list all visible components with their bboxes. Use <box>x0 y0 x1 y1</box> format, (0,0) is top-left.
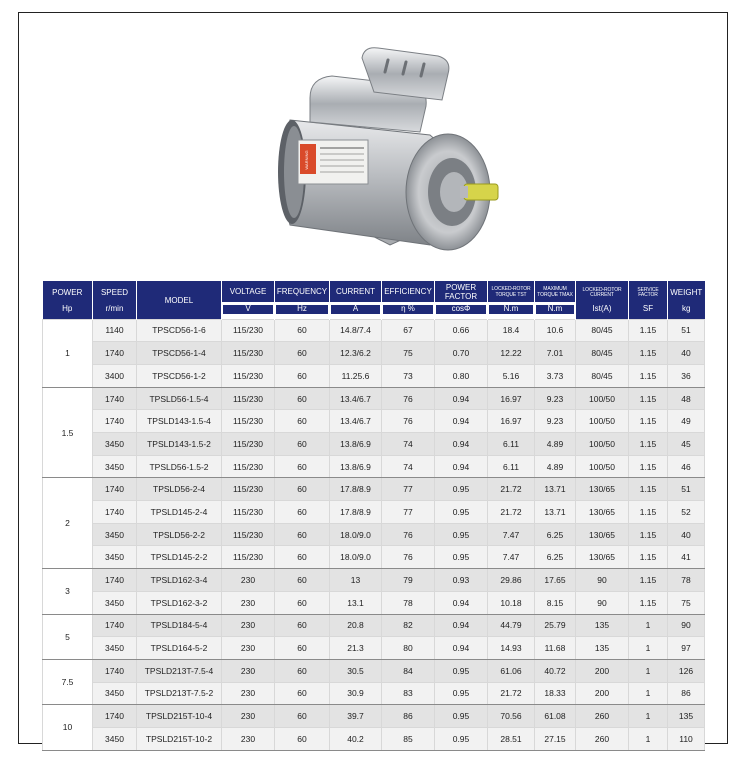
cell-service-factor: 1.15 <box>629 501 668 524</box>
cell-voltage: 230 <box>222 614 275 637</box>
header-locked-rotor-current: LOCKED-ROTOR CURRENT <box>576 281 629 302</box>
cell-efficiency: 86 <box>382 705 435 728</box>
cell-current: 18.0/9.0 <box>330 523 382 546</box>
unit-maximum-torque <box>535 302 576 319</box>
cell-voltage: 115/230 <box>222 342 275 365</box>
cell-service-factor: 1 <box>629 682 668 705</box>
unit-locked-rotor-torque <box>488 302 535 319</box>
table-row <box>43 319 705 342</box>
cell-locked-rotor-current: 200 <box>576 682 629 705</box>
cell-speed: 3450 <box>93 727 137 750</box>
cell-speed: 1740 <box>93 614 137 637</box>
cell-speed: 3450 <box>93 591 137 614</box>
unit-locked-rotor-current: Ist(A) <box>576 302 629 319</box>
cell-efficiency: 79 <box>382 569 435 592</box>
unit-current <box>330 302 382 319</box>
cell-locked-rotor-torque: 70.56 <box>488 705 535 728</box>
cell-weight: 41 <box>668 546 705 569</box>
cell-speed: 1740 <box>93 569 137 592</box>
cell-locked-rotor-current: 200 <box>576 659 629 682</box>
cell-model: TPSLD215T-10-4 <box>137 705 222 728</box>
cell-current: 39.7 <box>330 705 382 728</box>
cell-locked-rotor-torque: 6.11 <box>488 455 535 478</box>
cell-locked-rotor-current: 130/65 <box>576 546 629 569</box>
motor-spec-table <box>42 281 705 751</box>
cell-efficiency: 76 <box>382 410 435 433</box>
unit-efficiency <box>382 302 435 319</box>
cell-efficiency: 74 <box>382 455 435 478</box>
table-row <box>43 659 705 682</box>
table-row <box>43 387 705 410</box>
cell-efficiency: 76 <box>382 387 435 410</box>
cell-locked-rotor-torque: 12.22 <box>488 342 535 365</box>
header-locked-rotor-torque: LOCKED-ROTOR TORQUE TST <box>488 281 535 302</box>
cell-current: 30.5 <box>330 659 382 682</box>
cell-speed: 1740 <box>93 478 137 501</box>
cell-service-factor: 1.15 <box>629 342 668 365</box>
cell-frequency: 60 <box>275 523 330 546</box>
cell-model: TPSLD143-1.5-2 <box>137 433 222 456</box>
cell-speed: 1740 <box>93 387 137 410</box>
unit-efficiency-text: η % <box>383 305 433 314</box>
cell-locked-rotor-torque: 21.72 <box>488 501 535 524</box>
cell-efficiency: 75 <box>382 342 435 365</box>
cell-frequency: 60 <box>275 591 330 614</box>
cell-maximum-torque: 4.89 <box>535 455 576 478</box>
cell-locked-rotor-torque: 21.72 <box>488 682 535 705</box>
cell-voltage: 115/230 <box>222 387 275 410</box>
cell-model: TPSLD145-2-2 <box>137 546 222 569</box>
table-row <box>43 478 705 501</box>
cell-current: 13.4/6.7 <box>330 387 382 410</box>
cell-speed: 1740 <box>93 705 137 728</box>
cell-power-factor: 0.80 <box>435 364 488 387</box>
cell-maximum-torque: 8.15 <box>535 591 576 614</box>
header-power: POWER <box>43 281 93 302</box>
cell-power-factor: 0.95 <box>435 727 488 750</box>
cell-model: TPSLD184-5-4 <box>137 614 222 637</box>
cell-power-factor: 0.70 <box>435 342 488 365</box>
cell-efficiency: 85 <box>382 727 435 750</box>
cell-frequency: 60 <box>275 727 330 750</box>
cell-weight: 36 <box>668 364 705 387</box>
cell-weight: 46 <box>668 455 705 478</box>
cell-current: 13 <box>330 569 382 592</box>
cell-locked-rotor-current: 80/45 <box>576 342 629 365</box>
cell-locked-rotor-torque: 14.93 <box>488 637 535 660</box>
header-current: CURRENT <box>330 281 382 302</box>
cell-weight: 126 <box>668 659 705 682</box>
cell-power: 5 <box>43 614 93 659</box>
cell-frequency: 60 <box>275 455 330 478</box>
cell-power-factor: 0.94 <box>435 637 488 660</box>
cell-model: TPSLD164-5-2 <box>137 637 222 660</box>
cell-locked-rotor-current: 100/50 <box>576 455 629 478</box>
header-voltage: VOLTAGE <box>222 281 275 302</box>
cell-service-factor: 1 <box>629 614 668 637</box>
cell-current: 40.2 <box>330 727 382 750</box>
unit-frequency-text: Hz <box>276 305 328 314</box>
cell-locked-rotor-current: 135 <box>576 637 629 660</box>
cell-model: TPSLD145-2-4 <box>137 501 222 524</box>
cell-efficiency: 77 <box>382 478 435 501</box>
cell-locked-rotor-current: 80/45 <box>576 319 629 342</box>
cell-model: TPSLD143-1.5-4 <box>137 410 222 433</box>
cell-efficiency: 82 <box>382 614 435 637</box>
cell-service-factor: 1.15 <box>629 478 668 501</box>
unit-voltage <box>222 302 275 319</box>
cell-locked-rotor-torque: 44.79 <box>488 614 535 637</box>
cell-service-factor: 1.15 <box>629 546 668 569</box>
cell-current: 13.8/6.9 <box>330 455 382 478</box>
cell-speed: 3450 <box>93 433 137 456</box>
cell-current: 20.8 <box>330 614 382 637</box>
table-row <box>43 342 705 365</box>
cell-current: 13.8/6.9 <box>330 433 382 456</box>
cell-voltage: 115/230 <box>222 455 275 478</box>
cell-current: 14.8/7.4 <box>330 319 382 342</box>
cell-model: TPSCD56-1-2 <box>137 364 222 387</box>
cell-current: 17.8/8.9 <box>330 501 382 524</box>
cell-speed: 1740 <box>93 501 137 524</box>
cell-efficiency: 73 <box>382 364 435 387</box>
cell-speed: 3450 <box>93 523 137 546</box>
cell-power: 3 <box>43 569 93 614</box>
cell-model: TPSCD56-1-4 <box>137 342 222 365</box>
cell-speed: 1140 <box>93 319 137 342</box>
unit-frequency <box>275 302 330 319</box>
cell-weight: 86 <box>668 682 705 705</box>
header-power-factor: POWER FACTOR <box>435 281 488 302</box>
cell-weight: 135 <box>668 705 705 728</box>
cell-frequency: 60 <box>275 682 330 705</box>
table-row <box>43 455 705 478</box>
cell-power-factor: 0.95 <box>435 478 488 501</box>
cell-frequency: 60 <box>275 705 330 728</box>
cell-power-factor: 0.95 <box>435 546 488 569</box>
cell-current: 30.9 <box>330 682 382 705</box>
cell-locked-rotor-torque: 10.18 <box>488 591 535 614</box>
cell-efficiency: 84 <box>382 659 435 682</box>
header-speed: SPEED <box>93 281 137 302</box>
cell-locked-rotor-torque: 61.06 <box>488 659 535 682</box>
unit-power-factor-text: cosΦ <box>436 305 486 314</box>
cell-service-factor: 1.15 <box>629 569 668 592</box>
cell-voltage: 115/230 <box>222 501 275 524</box>
cell-efficiency: 80 <box>382 637 435 660</box>
cell-locked-rotor-current: 80/45 <box>576 364 629 387</box>
cell-frequency: 60 <box>275 319 330 342</box>
cell-locked-rotor-current: 100/50 <box>576 387 629 410</box>
cell-weight: 51 <box>668 319 705 342</box>
cell-service-factor: 1.15 <box>629 455 668 478</box>
cell-locked-rotor-current: 130/65 <box>576 501 629 524</box>
cell-power-factor: 0.94 <box>435 433 488 456</box>
cell-current: 17.8/8.9 <box>330 478 382 501</box>
cell-frequency: 60 <box>275 614 330 637</box>
cell-efficiency: 78 <box>382 591 435 614</box>
cell-maximum-torque: 13.71 <box>535 501 576 524</box>
cell-frequency: 60 <box>275 546 330 569</box>
cell-locked-rotor-torque: 28.51 <box>488 727 535 750</box>
cell-current: 18.0/9.0 <box>330 546 382 569</box>
cell-voltage: 230 <box>222 705 275 728</box>
cell-maximum-torque: 9.23 <box>535 410 576 433</box>
cell-model: TPSLD215T-10-2 <box>137 727 222 750</box>
cell-locked-rotor-current: 260 <box>576 727 629 750</box>
cell-service-factor: 1.15 <box>629 591 668 614</box>
cell-maximum-torque: 27.15 <box>535 727 576 750</box>
cell-maximum-torque: 61.08 <box>535 705 576 728</box>
cell-efficiency: 74 <box>382 433 435 456</box>
cell-power-factor: 0.95 <box>435 501 488 524</box>
cell-weight: 78 <box>668 569 705 592</box>
cell-model: TPSLD213T-7.5-2 <box>137 682 222 705</box>
table-row <box>43 410 705 433</box>
cell-frequency: 60 <box>275 433 330 456</box>
cell-voltage: 230 <box>222 659 275 682</box>
cell-model: TPSLD56-2-2 <box>137 523 222 546</box>
unit-voltage-text: V <box>223 305 273 314</box>
cell-frequency: 60 <box>275 364 330 387</box>
cell-current: 21.3 <box>330 637 382 660</box>
cell-power-factor: 0.95 <box>435 659 488 682</box>
table-row <box>43 569 705 592</box>
cell-model: TPSLD162-3-4 <box>137 569 222 592</box>
cell-weight: 75 <box>668 591 705 614</box>
cell-service-factor: 1.15 <box>629 364 668 387</box>
cell-power-factor: 0.94 <box>435 410 488 433</box>
unit-speed: r/min <box>93 302 137 319</box>
unit-current-text: A <box>331 305 380 314</box>
cell-power-factor: 0.66 <box>435 319 488 342</box>
cell-efficiency: 83 <box>382 682 435 705</box>
cell-frequency: 60 <box>275 387 330 410</box>
cell-locked-rotor-current: 90 <box>576 569 629 592</box>
cell-maximum-torque: 40.72 <box>535 659 576 682</box>
cell-speed: 3450 <box>93 455 137 478</box>
cell-voltage: 115/230 <box>222 433 275 456</box>
cell-voltage: 230 <box>222 591 275 614</box>
cell-service-factor: 1 <box>629 705 668 728</box>
table-row <box>43 591 705 614</box>
cell-weight: 97 <box>668 637 705 660</box>
table-row <box>43 682 705 705</box>
cell-speed: 1740 <box>93 342 137 365</box>
cell-voltage: 230 <box>222 682 275 705</box>
unit-power-factor <box>435 302 488 319</box>
table-row <box>43 614 705 637</box>
unit-maximum-torque-text: N.m <box>536 305 574 314</box>
cell-maximum-torque: 25.79 <box>535 614 576 637</box>
cell-maximum-torque: 6.25 <box>535 523 576 546</box>
cell-service-factor: 1.15 <box>629 319 668 342</box>
unit-weight: kg <box>668 302 705 319</box>
header-frequency: FREQUENCY <box>275 281 330 302</box>
cell-voltage: 115/230 <box>222 319 275 342</box>
cell-model: TPSLD56-1.5-2 <box>137 455 222 478</box>
cell-locked-rotor-current: 130/65 <box>576 478 629 501</box>
cell-current: 12.3/6.2 <box>330 342 382 365</box>
cell-frequency: 60 <box>275 478 330 501</box>
cell-weight: 52 <box>668 501 705 524</box>
cell-maximum-torque: 9.23 <box>535 387 576 410</box>
cell-frequency: 60 <box>275 569 330 592</box>
cell-locked-rotor-torque: 7.47 <box>488 523 535 546</box>
cell-efficiency: 77 <box>382 501 435 524</box>
cell-weight: 40 <box>668 342 705 365</box>
cell-voltage: 115/230 <box>222 364 275 387</box>
table-row <box>43 523 705 546</box>
cell-power-factor: 0.94 <box>435 455 488 478</box>
cell-model: TPSLD56-2-4 <box>137 478 222 501</box>
cell-power-factor: 0.95 <box>435 705 488 728</box>
cell-locked-rotor-torque: 16.97 <box>488 387 535 410</box>
cell-service-factor: 1.15 <box>629 523 668 546</box>
cell-model: TPSLD162-3-2 <box>137 591 222 614</box>
cell-maximum-torque: 18.33 <box>535 682 576 705</box>
table-row <box>43 637 705 660</box>
cell-maximum-torque: 13.71 <box>535 478 576 501</box>
cell-service-factor: 1 <box>629 727 668 750</box>
cell-model: TPSLD56-1.5-4 <box>137 387 222 410</box>
cell-maximum-torque: 10.6 <box>535 319 576 342</box>
header-service-factor: SERVICE FACTOR <box>629 281 668 302</box>
cell-power-factor: 0.94 <box>435 387 488 410</box>
cell-model: TPSCD56-1-6 <box>137 319 222 342</box>
cell-maximum-torque: 4.89 <box>535 433 576 456</box>
cell-power-factor: 0.95 <box>435 523 488 546</box>
cell-model: TPSLD213T-7.5-4 <box>137 659 222 682</box>
cell-power-factor: 0.93 <box>435 569 488 592</box>
cell-locked-rotor-torque: 29.86 <box>488 569 535 592</box>
cell-power-factor: 0.94 <box>435 614 488 637</box>
cell-frequency: 60 <box>275 501 330 524</box>
cell-locked-rotor-current: 260 <box>576 705 629 728</box>
cell-service-factor: 1.15 <box>629 433 668 456</box>
unit-locked-rotor-torque-text: N.m <box>489 305 533 314</box>
cell-locked-rotor-torque: 5.16 <box>488 364 535 387</box>
table-row <box>43 501 705 524</box>
table-row <box>43 727 705 750</box>
cell-weight: 40 <box>668 523 705 546</box>
cell-weight: 48 <box>668 387 705 410</box>
cell-voltage: 115/230 <box>222 523 275 546</box>
table-row <box>43 433 705 456</box>
cell-maximum-torque: 11.68 <box>535 637 576 660</box>
cell-voltage: 230 <box>222 727 275 750</box>
cell-service-factor: 1.15 <box>629 387 668 410</box>
cell-power-factor: 0.94 <box>435 591 488 614</box>
cell-voltage: 115/230 <box>222 478 275 501</box>
cell-speed: 3450 <box>93 637 137 660</box>
cell-speed: 1740 <box>93 410 137 433</box>
cell-weight: 51 <box>668 478 705 501</box>
cell-efficiency: 76 <box>382 546 435 569</box>
unit-power: Hp <box>43 302 93 319</box>
cell-power: 1.5 <box>43 387 93 478</box>
cell-frequency: 60 <box>275 342 330 365</box>
cell-maximum-torque: 7.01 <box>535 342 576 365</box>
cell-frequency: 60 <box>275 637 330 660</box>
cell-frequency: 60 <box>275 659 330 682</box>
cell-locked-rotor-torque: 16.97 <box>488 410 535 433</box>
cell-locked-rotor-torque: 21.72 <box>488 478 535 501</box>
cell-locked-rotor-torque: 6.11 <box>488 433 535 456</box>
cell-maximum-torque: 3.73 <box>535 364 576 387</box>
cell-current: 13.1 <box>330 591 382 614</box>
cell-efficiency: 67 <box>382 319 435 342</box>
cell-voltage: 230 <box>222 637 275 660</box>
cell-weight: 49 <box>668 410 705 433</box>
cell-locked-rotor-current: 100/50 <box>576 410 629 433</box>
cell-locked-rotor-current: 100/50 <box>576 433 629 456</box>
nameplate-warning-text: WARNING <box>304 150 309 170</box>
cell-speed: 3400 <box>93 364 137 387</box>
cell-frequency: 60 <box>275 410 330 433</box>
cell-maximum-torque: 17.65 <box>535 569 576 592</box>
header-model: MODEL <box>137 281 222 319</box>
cell-voltage: 115/230 <box>222 410 275 433</box>
header-weight: WEIGHT <box>668 281 705 302</box>
cell-service-factor: 1 <box>629 659 668 682</box>
cell-speed: 3450 <box>93 546 137 569</box>
cell-speed: 3450 <box>93 682 137 705</box>
unit-service-factor: SF <box>629 302 668 319</box>
cell-weight: 110 <box>668 727 705 750</box>
cell-service-factor: 1 <box>629 637 668 660</box>
cell-service-factor: 1.15 <box>629 410 668 433</box>
cell-current: 11.25.6 <box>330 364 382 387</box>
header-efficiency: EFFICIENCY <box>382 281 435 302</box>
cell-voltage: 230 <box>222 569 275 592</box>
cell-maximum-torque: 6.25 <box>535 546 576 569</box>
cell-locked-rotor-torque: 7.47 <box>488 546 535 569</box>
cell-power: 2 <box>43 478 93 569</box>
table-row <box>43 546 705 569</box>
table-row <box>43 364 705 387</box>
cell-speed: 1740 <box>93 659 137 682</box>
spec-table-body <box>43 319 705 750</box>
table-row <box>43 705 705 728</box>
header-maximum-torque: MAXIMUM TORQUE TMAX <box>535 281 576 302</box>
cell-power-factor: 0.95 <box>435 682 488 705</box>
cell-power: 1 <box>43 319 93 387</box>
cell-power: 7.5 <box>43 659 93 704</box>
cell-locked-rotor-torque: 18.4 <box>488 319 535 342</box>
header-row-top <box>43 281 705 302</box>
cell-locked-rotor-current: 90 <box>576 591 629 614</box>
cell-efficiency: 76 <box>382 523 435 546</box>
cell-power: 10 <box>43 705 93 750</box>
cell-weight: 45 <box>668 433 705 456</box>
cell-current: 13.4/6.7 <box>330 410 382 433</box>
cell-locked-rotor-current: 135 <box>576 614 629 637</box>
cell-voltage: 115/230 <box>222 546 275 569</box>
cell-locked-rotor-current: 130/65 <box>576 523 629 546</box>
motor-product-image <box>270 40 510 260</box>
cell-weight: 90 <box>668 614 705 637</box>
